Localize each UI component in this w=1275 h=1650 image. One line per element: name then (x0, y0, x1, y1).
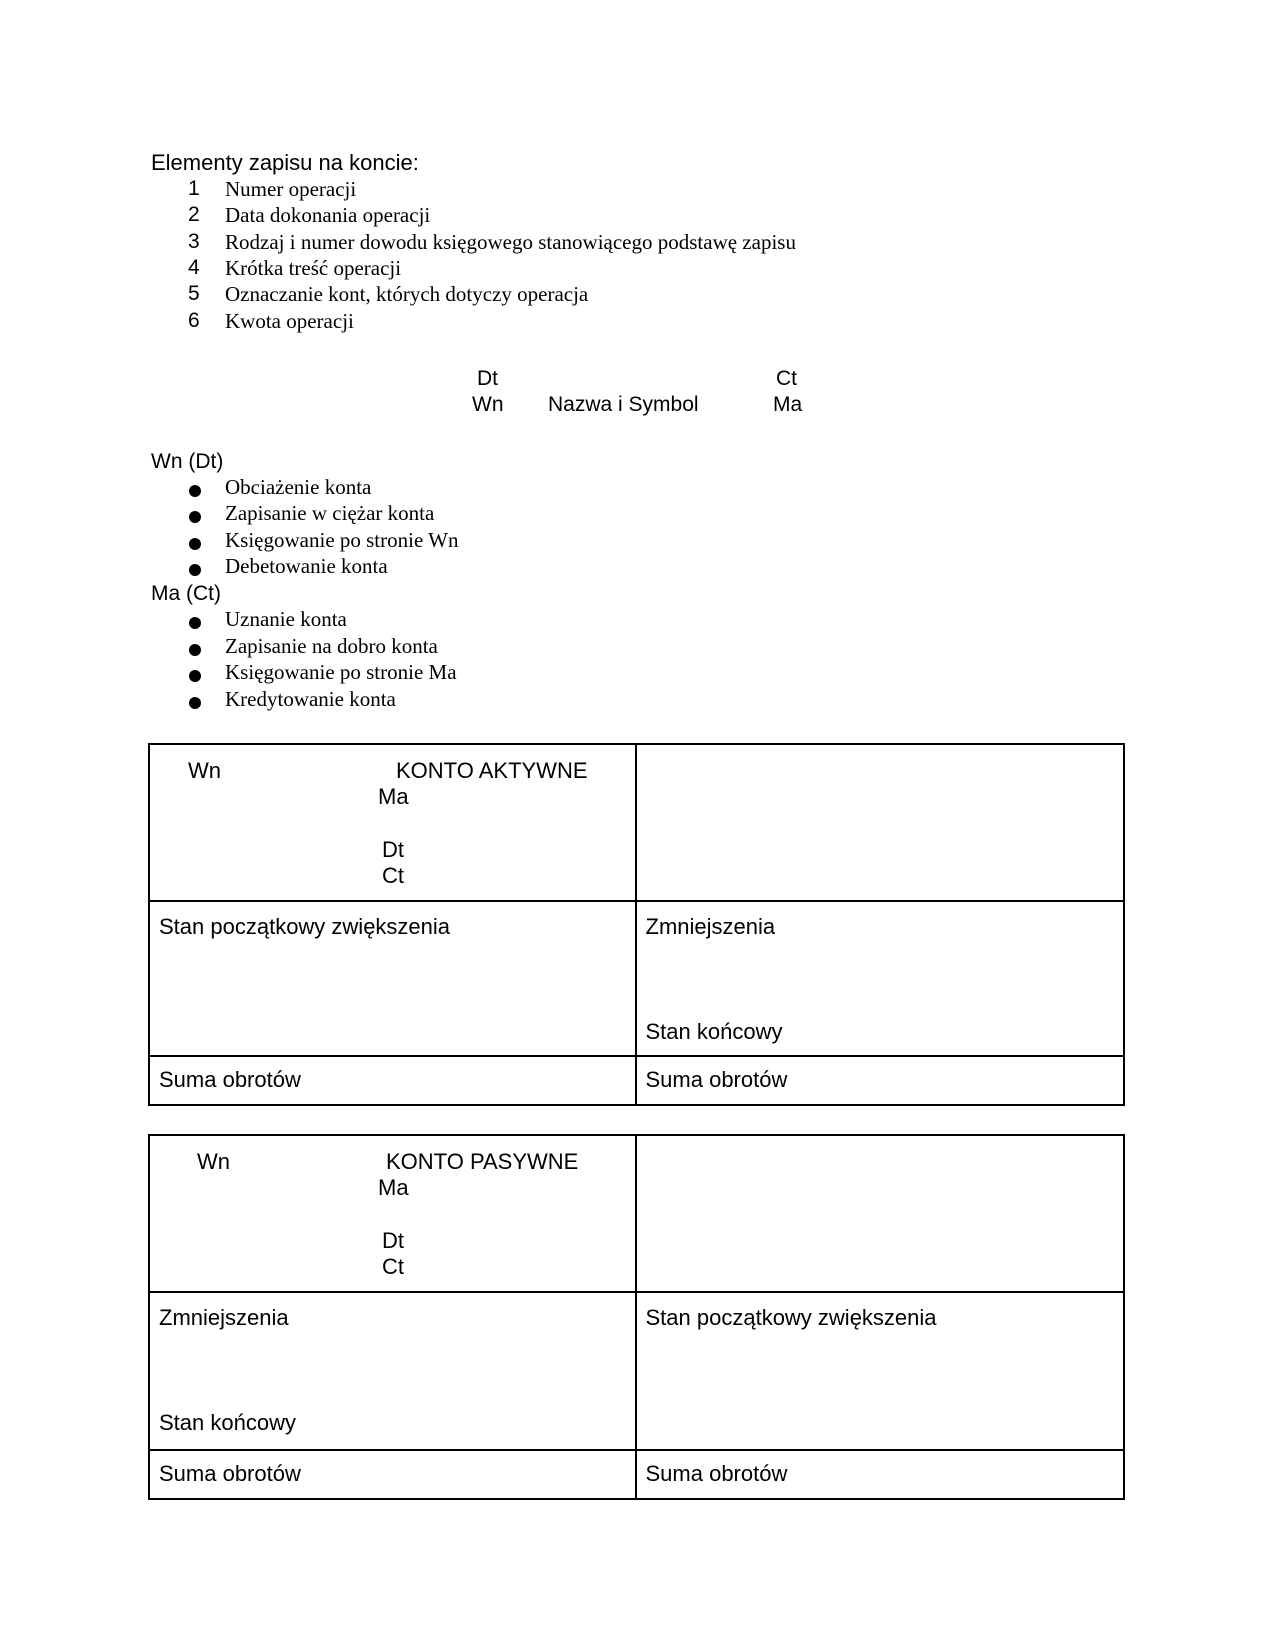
table-row (150, 900, 1123, 1055)
ma-label: Ma (773, 393, 803, 416)
sum-label: Suma obrotów (159, 1461, 301, 1486)
bullet-icon (189, 644, 201, 656)
list-item: Obciażenie konta (225, 475, 372, 499)
cell-text: Zmniejszenia (645, 914, 776, 939)
list-number: 6 (188, 309, 200, 332)
table-row (150, 1291, 1123, 1449)
table-cell (637, 745, 1124, 900)
bullet-icon (189, 511, 201, 523)
section-heading: Elementy zapisu na koncie: (151, 150, 419, 175)
dt-label: Dt (382, 837, 404, 862)
active-account-table (148, 743, 1125, 1106)
table-cell (637, 902, 1124, 1055)
ma-label: Ma (378, 784, 409, 809)
table-cell (150, 1057, 637, 1104)
list-item: Oznaczanie kont, których dotyczy operacja (225, 282, 589, 306)
list-item: Kredytowanie konta (225, 687, 396, 711)
ma-section-title: Ma (Ct) (151, 582, 221, 605)
table-cell (637, 1057, 1124, 1104)
bullet-icon (189, 538, 201, 550)
list-number: 2 (188, 203, 200, 226)
table-cell (150, 1451, 637, 1498)
dt-label: Dt (477, 367, 498, 390)
list-item: Zapisanie w ciężar konta (225, 501, 435, 525)
sum-label: Suma obrotów (645, 1067, 788, 1092)
list-item: Uznanie konta (225, 607, 347, 631)
account-title: KONTO AKTYWNE (396, 758, 588, 783)
table-cell (637, 1293, 1124, 1449)
sum-label: Suma obrotów (645, 1461, 788, 1486)
list-item: Kwota operacji (225, 309, 354, 333)
bullet-icon (189, 697, 201, 709)
list-number: 3 (188, 230, 200, 253)
ma-label: Ma (378, 1175, 409, 1200)
list-number: 1 (188, 177, 200, 200)
wn-label: Wn (472, 393, 504, 416)
list-number: 4 (188, 256, 200, 279)
table-cell (150, 1136, 637, 1291)
list-item: Numer operacji (225, 177, 357, 201)
list-number: 5 (188, 282, 200, 305)
account-title: KONTO PASYWNE (386, 1149, 579, 1174)
ct-label: Ct (776, 367, 797, 390)
list-item: Księgowanie po stronie Wn (225, 528, 459, 552)
table-cell (637, 1451, 1124, 1498)
bullet-icon (189, 485, 201, 497)
list-item: Data dokonania operacji (225, 203, 431, 227)
table-row (150, 745, 1123, 900)
cell-text: Stan początkowy zwiększenia (159, 914, 451, 939)
table-cell (637, 1136, 1124, 1291)
cell-text: Stan początkowy zwiększenia (645, 1305, 937, 1330)
wn-label: Wn (188, 758, 221, 783)
account-name-label: Nazwa i Symbol (548, 393, 699, 416)
table-row (150, 1055, 1123, 1104)
sum-label: Suma obrotów (159, 1067, 301, 1092)
list-item: Księgowanie po stronie Ma (225, 660, 457, 684)
list-item: Debetowanie konta (225, 554, 388, 578)
table-cell (150, 1293, 637, 1449)
cell-text: Zmniejszenia (159, 1305, 289, 1330)
dt-label: Dt (382, 1228, 404, 1253)
cell-text: Stan końcowy (159, 1410, 296, 1435)
wn-label: Wn (197, 1149, 230, 1174)
list-item: Zapisanie na dobro konta (225, 634, 438, 658)
ct-label: Ct (382, 863, 404, 888)
cell-text: Stan końcowy (645, 1019, 783, 1044)
ct-label: Ct (382, 1254, 404, 1279)
bullet-icon (189, 670, 201, 682)
table-row (150, 1136, 1123, 1291)
table-cell (150, 745, 637, 900)
table-row (150, 1449, 1123, 1498)
table-cell (150, 902, 637, 1055)
bullet-icon (189, 564, 201, 576)
list-item: Krótka treść operacji (225, 256, 402, 280)
passive-account-table (148, 1134, 1125, 1500)
list-item: Rodzaj i numer dowodu księgowego stanowiącego podstawę zapisu (225, 230, 796, 254)
bullet-icon (189, 617, 201, 629)
wn-section-title: Wn (Dt) (151, 450, 224, 473)
